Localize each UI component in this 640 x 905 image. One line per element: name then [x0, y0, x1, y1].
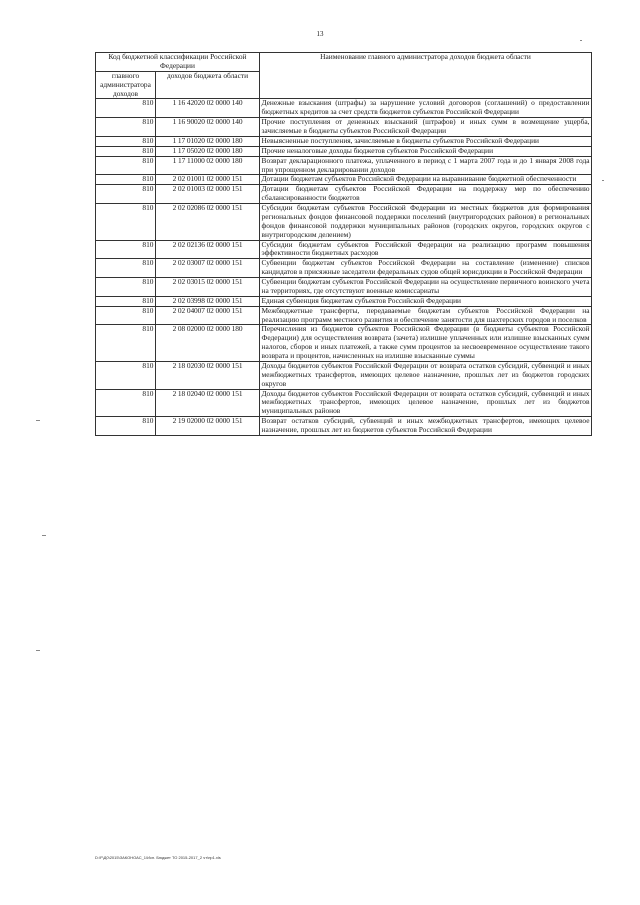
admin-code-cell: 810 — [96, 259, 156, 278]
admin-code-cell: 810 — [96, 306, 156, 325]
table-header-row — [96, 53, 592, 72]
income-code-cell: 2 02 03007 02 0000 151 — [156, 259, 260, 278]
income-code-cell: 1 16 90020 02 0000 140 — [156, 118, 260, 137]
header-chief-administrator: главного администратора доходов — [96, 71, 156, 99]
scan-speck — [580, 40, 582, 41]
revenue-administrators-table — [95, 52, 592, 436]
income-code-cell: 1 16 42020 02 0000 140 — [156, 99, 260, 118]
income-name-cell: Доходы бюджетов субъектов Российской Федерации от возврата остатков субсидий, субвенций и иных межбюджетных трансфертов, имеющих целевое назначение, прошлых лет из бюджетов муниципальных районов — [261, 388, 590, 416]
header-budget-classification-code: Код бюджетной классификации Российской Федерации — [96, 53, 260, 72]
income-code-cell: 1 17 01020 02 0000 180 — [156, 136, 260, 146]
scan-speck — [42, 535, 46, 536]
admin-code-cell: 810 — [96, 240, 156, 259]
admin-code-cell: 810 — [96, 296, 156, 306]
income-code-cell: 2 02 04007 02 0000 151 — [156, 306, 260, 325]
income-name-cell: Дотации бюджетам субъектов Российской Федерации на поддержку мер по обеспечению сбалансированности бюджетов — [261, 184, 590, 203]
table-row — [96, 259, 592, 278]
admin-code-cell: 810 — [96, 389, 156, 417]
admin-code-cell: 810 — [96, 118, 156, 137]
table-row — [96, 240, 592, 259]
income-name-cell: Возврат остатков субсидий, субвенций и иных межбюджетных трансфертов, имеющих целевое назначение, прошлых лет из бюджетов субъектов Российской Федерации — [261, 416, 590, 434]
income-code-cell: 2 19 02000 02 0000 151 — [156, 417, 260, 436]
table-row — [96, 146, 592, 156]
table-row — [96, 204, 592, 241]
admin-code-cell: 810 — [96, 175, 156, 185]
income-code-cell: 2 08 02000 02 0000 180 — [156, 325, 260, 362]
table-row — [96, 361, 592, 389]
income-name-cell: Субвенции бюджетам субъектов Российской Федерации на осуществление первичного воинского учета на территориях, где отсутствуют военные комиссариаты — [261, 277, 590, 295]
income-name-cell: Субсидии бюджетам субъектов Российской Федерации на реализацию программ повышения эффективности бюджетных расходов — [261, 239, 590, 258]
admin-code-cell: 810 — [96, 99, 156, 118]
income-code-cell: 1 17 05020 02 0000 180 — [156, 146, 260, 156]
table-row — [96, 118, 592, 137]
income-code-cell: 2 02 01003 02 0000 151 — [156, 185, 260, 204]
scan-speck — [602, 180, 604, 181]
income-code-cell: 2 18 02040 02 0000 151 — [156, 389, 260, 417]
income-name-cell: Возврат декларационного платежа, уплаченного в период с 1 марта 2007 года и до 1 января 2008 года при упрощенном декларировании доходов — [261, 155, 590, 174]
table-row — [96, 296, 592, 306]
income-name-cell: Невыясненные поступления, зачисляемые в бюджеты субъектов Российской Федерации — [260, 136, 592, 146]
table-row — [96, 185, 592, 204]
scan-speck — [36, 650, 40, 651]
admin-code-cell: 810 — [96, 361, 156, 389]
admin-code-cell: 810 — [96, 204, 156, 241]
income-code-cell: 2 02 01001 02 0000 151 — [156, 175, 260, 185]
table-row — [96, 99, 592, 118]
admin-code-cell: 810 — [96, 185, 156, 204]
admin-code-cell: 810 — [96, 278, 156, 297]
header-administrator-name: Наименование главного администратора доходов бюджета области — [260, 53, 592, 99]
admin-code-cell: 810 — [96, 156, 156, 175]
income-code-cell: 2 02 02086 02 0000 151 — [156, 204, 260, 241]
table-body — [96, 99, 592, 436]
table-row — [96, 156, 592, 175]
income-name-cell: Прочие неналоговые доходы бюджетов субъектов Российской Федерации — [260, 146, 592, 156]
income-name-cell: Денежные взыскания (штрафы) за нарушение условий договоров (соглашений) о предоставлении бюджетных кредитов за счет средств бюджетов субъектов Российской Федерации — [261, 98, 590, 117]
page-number: 13 — [316, 30, 324, 38]
income-name-cell: Субсидии бюджетам субъектов Российской Федерации из местных бюджетов для формирования региональных фондов финансовой поддержки поселений (внутригородских районов) в региональных фондов финансовой поддержки муниципальных районов (городских округов, городских округов с внутригородским делением) — [261, 203, 590, 239]
scan-speck — [36, 420, 40, 421]
income-name-cell: Дотации бюджетам субъектов Российской Федерации на выравнивание бюджетной обеспеченности — [260, 175, 592, 185]
income-name-cell: Доходы бюджетов субъектов Российской Федерации от возврата остатков субсидий, субвенций и иных межбюджетных трансфертов, имеющих целевое назначение, прошлых лет из бюджетов городских округов — [261, 360, 590, 388]
header-regional-income: доходов бюджета области — [156, 71, 260, 99]
admin-code-cell: 810 — [96, 136, 156, 146]
file-path-footer: D:\F\Д0\2015\ЗАКОНОАС_1\Исп. Бюджет ТО 2015-2017_2 чт\пр1.xls — [95, 855, 221, 860]
table-row — [96, 136, 592, 146]
admin-code-cell: 810 — [96, 146, 156, 156]
admin-code-cell: 810 — [96, 325, 156, 362]
income-name-cell: Прочие поступления от денежных взысканий (штрафов) и иных сумм в возмещение ущерба, зачисляемые в бюджеты субъектов Российской Федерации — [261, 117, 590, 135]
income-code-cell: 2 02 02136 02 0000 151 — [156, 240, 260, 259]
income-name-cell: Перечисления из бюджетов субъектов Российской Федерации (в бюджеты субъектов Российской Федерации) для осуществления возврата (зачета) излишне уплаченных или излишне взысканных сумм налогов, сборов и иных платежей, а также сумм процентов за несвоевременное осуществление такого возврата и процентов, начисленных на излишне взысканные суммы — [261, 324, 590, 360]
income-code-cell: 2 02 03998 02 0000 151 — [156, 296, 260, 306]
admin-code-cell: 810 — [96, 417, 156, 436]
table-row — [96, 417, 592, 436]
income-name-cell: Межбюджетные трансферты, передаваемые бюджетам субъектов Российской Федерации на реализацию программ местного развития и обеспечение занятости для шахтерских городов и поселков — [261, 305, 590, 324]
table-row — [96, 306, 592, 325]
table-row — [96, 389, 592, 417]
income-code-cell: 2 18 02030 02 0000 151 — [156, 361, 260, 389]
table-row — [96, 278, 592, 297]
table-row — [96, 325, 592, 362]
income-code-cell: 1 17 11000 02 0000 180 — [156, 156, 260, 175]
income-code-cell: 2 02 03015 02 0000 151 — [156, 278, 260, 297]
income-name-cell: Единая субвенция бюджетам субъектов Российской Федерации — [260, 296, 592, 306]
income-name-cell: Субвенции бюджетам субъектов Российской Федерации на составление (изменение) списков кандидатов в присяжные заседатели федеральных судов общей юрисдикции в Российской Федерации — [261, 258, 590, 277]
